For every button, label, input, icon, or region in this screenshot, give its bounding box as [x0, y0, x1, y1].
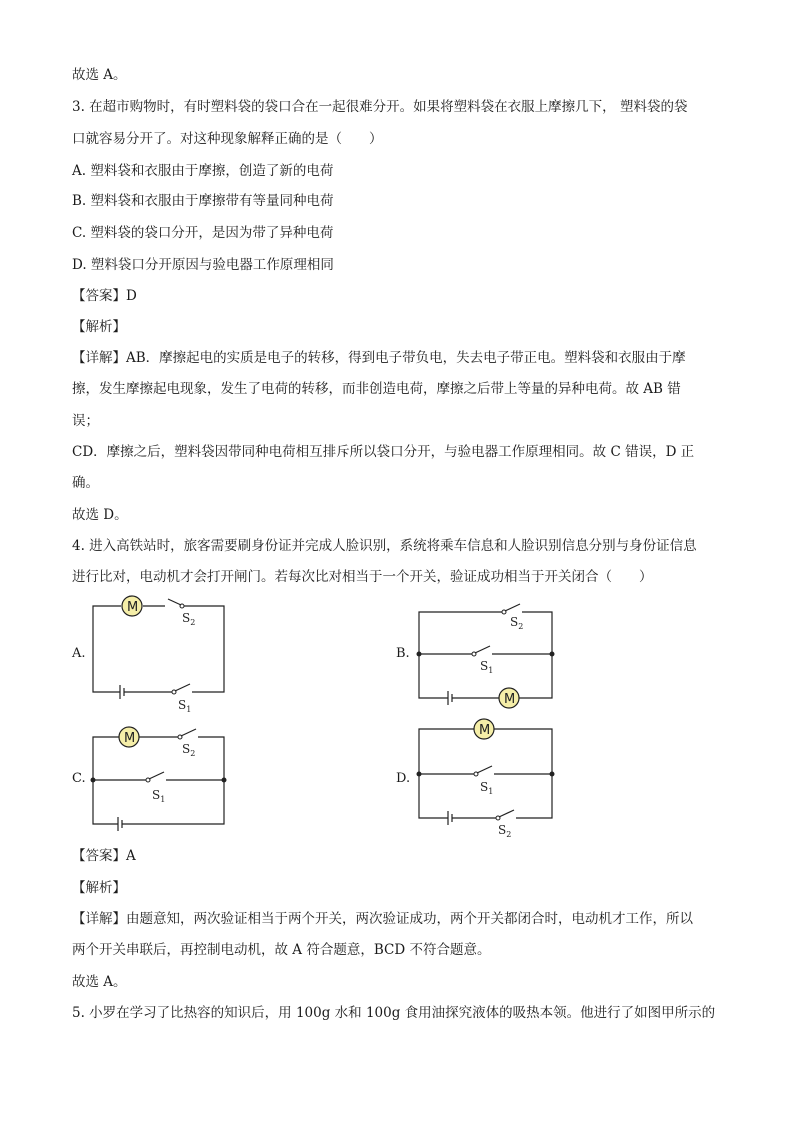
option-c-label: C. [72, 771, 86, 786]
switch-s2-label: $S_2$ [510, 615, 524, 631]
question-4-analysis-heading: 【解析】 [72, 880, 126, 896]
question-4-detail-line-2: 两个开关串联后，再控制电动机，故 A 符合题意，BCD 不符合题意。 [72, 942, 491, 958]
question-4-detail-line-1: 【详解】由题意知，两次验证相当于两个开关，两次验证成功，两个开关都闭合时，电动机才工作，所以 [72, 911, 693, 927]
question-4-stem-line-2: 进行比对，电动机才会打开闸门。若每次比对相当于一个开关，验证成功相当于开关闭合（ ） [72, 569, 653, 585]
motor-label: M [127, 600, 139, 615]
circuit-diagram-d [410, 712, 570, 842]
motor-label: M [479, 723, 491, 738]
question-4-stem-line-1: 4. 进入高铁站时，旅客需要刷身份证并完成人脸识别，系统将乘车信息和人脸识别信息分别与身份证信息 [72, 538, 697, 554]
motor-icon [122, 596, 142, 616]
switch-s1-label: $S_1$ [178, 698, 192, 714]
question-3-answer: 【答案】D [72, 288, 137, 304]
switch-s2-label: $S_2$ [182, 742, 196, 758]
question-4-conclusion: 故选 A。 [72, 974, 127, 990]
question-3-detail-line-2: 擦，发生摩擦起电现象，发生了电荷的转移，而非创造电荷，摩擦之后带上等量的异种电荷。故 AB 错 [72, 381, 681, 397]
switch-s2-label: $S_2$ [498, 823, 512, 839]
motor-label: M [124, 731, 136, 746]
option-d-label: D. [396, 771, 411, 786]
question-3-detail-line-3: 误； [72, 413, 99, 429]
question-3-detail-line-5: 确。 [72, 475, 99, 491]
question-3-detail-line-4: CD．摩擦之后，塑料袋因带同种电荷相互排斥所以袋口分开，与验电器工作原理相同。故 C 错误，D 正 [72, 444, 695, 460]
circuit-diagram-b [410, 592, 570, 722]
text-line-1: 故选 A。 [72, 67, 127, 83]
question-3-detail-line-1: 【详解】AB．摩擦起电的实质是电子的转移，得到电子带负电，失去电子带正电。塑料袋和衣服由于摩 [72, 350, 686, 366]
question-3-option-b: B. 塑料袋和衣服由于摩擦带有等量同种电荷 [72, 193, 334, 209]
switch-s1-label: $S_1$ [480, 780, 494, 796]
question-4-answer: 【答案】A [72, 848, 136, 864]
switch-s2-label: $S_2$ [182, 611, 196, 627]
question-3-option-c: C. 塑料袋的袋口分开，是因为带了异种电荷 [72, 225, 334, 241]
option-a-label: A. [72, 646, 86, 661]
motor-icon [119, 727, 139, 747]
question-5-stem-line-1: 5. 小罗在学习了比热容的知识后，用 100g 水和 100g 食用油探究液体的吸热本领。他进行了如图甲所示的 [72, 1005, 716, 1021]
motor-label: M [504, 692, 516, 707]
question-3-analysis-heading: 【解析】 [72, 319, 126, 335]
motor-icon [474, 719, 494, 739]
option-b-label: B. [396, 646, 410, 661]
circuit-diagram-a [84, 592, 244, 722]
question-3-stem-line-2: 口就容易分开了。对这种现象解释正确的是（ ） [72, 131, 383, 147]
switch-s1-label: $S_1$ [480, 659, 494, 675]
circuit-diagram-c [84, 720, 244, 840]
question-3-option-a: A. 塑料袋和衣服由于摩擦，创造了新的电荷 [72, 163, 334, 179]
question-3-conclusion: 故选 D。 [72, 507, 128, 523]
motor-icon [499, 688, 519, 708]
switch-s1-label: $S_1$ [152, 788, 166, 804]
question-3-option-d: D. 塑料袋口分开原因与验电器工作原理相同 [72, 257, 334, 273]
question-3-stem-line-1: 3. 在超市购物时，有时塑料袋的袋口合在一起很难分开。如果将塑料袋在衣服上摩擦几下， 塑料袋的袋 [72, 99, 688, 115]
